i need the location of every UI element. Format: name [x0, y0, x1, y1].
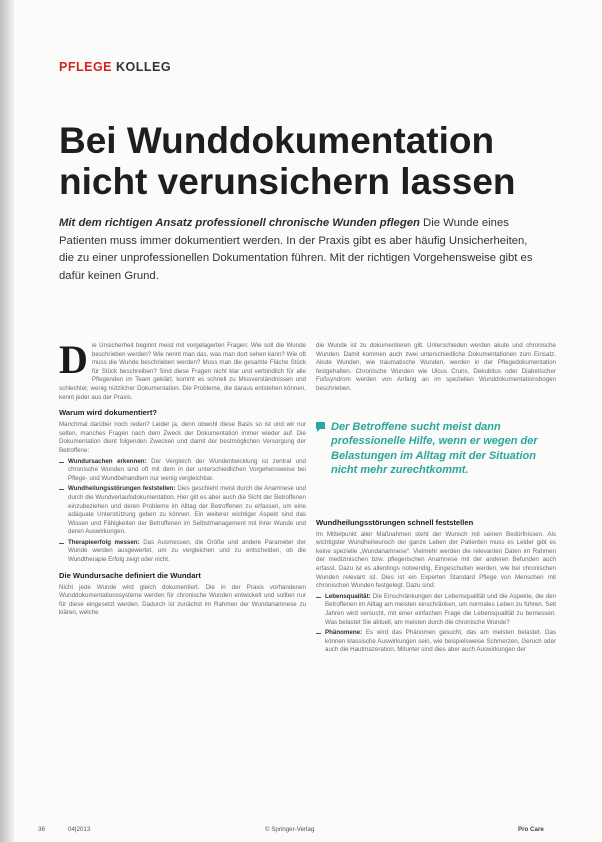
list-item: [59, 539, 306, 565]
kicker-pflege: PFLEGE: [59, 60, 113, 74]
bullet-list: [59, 458, 306, 565]
article-title: Bei Wunddokumentation nicht verunsichern lassen: [59, 120, 516, 202]
intro-lead: Mit dem richtigen Ansatz professionell chronische Wunden pflegen: [59, 217, 420, 229]
paragraph: [59, 337, 306, 402]
bullet-list: [316, 593, 556, 655]
list-item-term: Therapieerfolg messen:: [68, 538, 140, 546]
paragraph: Manchmal darüber noch reden? Leider ja, denn obwohl diese Basis so ist und wir nur selten, manches Fragen nach dem Zweck der Dokumentation immer wieder auf. Die Dokumentation dient folgenden Zwecken und damit der bestmöglichen Versorgung der Betroffene:: [59, 421, 306, 454]
paragraph: Nicht jede Wunde wird gleich dokumentiert. Die in der Praxis vorhandenen Wunddokumentationssysteme werden für chronische Wunden entwickelt und sollten nur für diese eingesetzt werden. Dadurch ist zunächst im Rahmen der Wundanamnese zu klären, welche: [59, 583, 306, 617]
list-item-term: Lebensqualität:: [325, 592, 371, 600]
paragraph-text: ie Unsicherheit beginnt meist mit vorgelagerten Fragen: Wie soll die Wunde beschrieben werden? Wie nennt man das, was man dort sehen kann? Wie oft muss die Wunde beschrieben werden? Muss man die gesamte Fläche Stück für Stück beschreiben? Sind diese Fragen nicht klar und verbindlich für alle Pflegenden im Team geklärt, kommt es schnell zu Missverständnissen und schlechter, wenig nützlicher Dokumentation. Die Probleme, die daraus entstehen können, kennt jeder aus der Praxis.: [59, 342, 306, 401]
paragraph: Im Mittelpunkt aller Maßnahmen steht der Wunsch mit seinen Bedürfnissen. Als wichtigster Wundheilwunsch der ganze Leben der Patienten muss es Leider gibt es keine spezielle „Wundanamnese“. Vielmehr werden die relevanten Daten im Rahmen der medizinischen bzw. pflegerischen Anamnese mit der anderen Befunden auch erfasst. Dazu ist es allerdings notwendig, Eingeschulten werden, wie bei chronischen Wunden relevant ist. Dies ist ein Experten Standard Pflege von Menschen mit chronischen Wunden festgelegt. Dazu sind:: [316, 530, 556, 590]
paragraph: die Wunde ist zu dokumentieren gilt. Unterschieden werden akute und chronische Wunden. Damit kommen auch zwei unterschiedliche Dokumentationen zum Einsatz. Akute Wunden, wie traumatische Wunden, werden in der Pflegedokumentation festgehalten. Chronische Wunden wie Ulcus Cruris, Dekubitus oder Diabetischer Fußsyndrom werden von Anfang an im speziellen Wunddokumentationsbogen beschrieben.: [316, 342, 556, 392]
list-item-text: Es wird das Phänomen gesucht, das am meisten belastet. Das können klassische Auswirkungen sein, wie beispielsweise Schmerzen, Geruch oder auch die Hautmazeration. Mitunter sind dies aber auch Auswirkungen der: [325, 629, 556, 654]
issue-date: 04|2013: [68, 826, 91, 833]
drop-cap: D: [59, 337, 88, 382]
section-kicker: [59, 60, 171, 74]
speech-bubble-icon: [316, 422, 325, 429]
list-item-term: Phänomene:: [325, 629, 363, 637]
list-item-text: Die Einschränkungen der Lebensqualität und die Aspekte, die den Betroffenen im Alltag am meisten einschränken, um normales Leben zu führen. Seit Jahren wird versucht, mit einer einfachen Frage die Lebensqualität zu bemessen. Was belastet Sie aktuell, am meisten durch die chronische Wunde?: [325, 592, 556, 626]
list-item-text: Der Vergleich der Wundentwicklung ist zentral und chronische Wunden sind oft mit dem in der unterschiedlichen Vorgehensweise bei Pflege- und Wundbehandlern nur wenig vergleichbar.: [68, 457, 306, 482]
kicker-kolleg: KOLLEG: [116, 60, 172, 74]
list-item-term: Wundheilungsstörungen feststellen:: [68, 485, 176, 493]
list-item: [316, 629, 556, 655]
page-number: 36: [38, 826, 45, 833]
list-item-term: Wundursachen erkennen:: [68, 457, 147, 465]
column-right: [316, 342, 556, 658]
subheading: Die Wundursache definiert die Wundart: [59, 570, 201, 580]
list-item-text: Das Ausmessen, die Größe und andere Parameter der Wunde werden ausgewertet, um zu vergleichen und zu entscheiden, ob die Wundtherapie Erfolg zeigt oder nicht.: [68, 538, 306, 564]
pull-quote-text: Der Betroffene sucht meist dann professionelle Hilfe, wenn er wegen der Belastungen im Alltag mit der Situation nicht mehr zurechtkommt.: [331, 420, 538, 477]
list-item: [316, 593, 556, 627]
list-item-text: Dies geschieht meist durch die Anamnese und durch die Wundverlaufsdokumentation. Hier gilt es aber auch die Sicht der Betroffenen einzubeziehen und deren Probleme im Alltag der Betroffenen zu erfassen, um eine adäquate Unterstützung geben zu können. Ein weiterer wichtiger Aspekt sind das Wissen und Fähigkeiten der Betroffenen im Selbstmanagement mit ihrer Wunde und deren Auswirkungen.: [68, 485, 306, 536]
article-intro: [59, 215, 539, 285]
list-item: [59, 458, 306, 484]
column-left: [59, 337, 306, 620]
intro-text: Die Wunde eines Patienten muss immer dokumentiert werden. In der Praxis gibt es aber häufig Unsicherheiten, die zu einer unprofessionellen Dokumentation führen. Mit der richtigen Vorgehensweise gibt es dafür keinen Grund.: [59, 217, 533, 282]
journal-name: Pro Care: [518, 826, 544, 833]
list-item: [59, 485, 306, 537]
publisher: © Springer-Verlag: [265, 826, 315, 833]
scan-edge: [0, 0, 14, 842]
pull-quote: [316, 420, 556, 478]
subheading: Wundheilungsstörungen schnell feststellen: [316, 517, 474, 527]
subheading: Warum wird dokumentiert?: [59, 408, 158, 418]
